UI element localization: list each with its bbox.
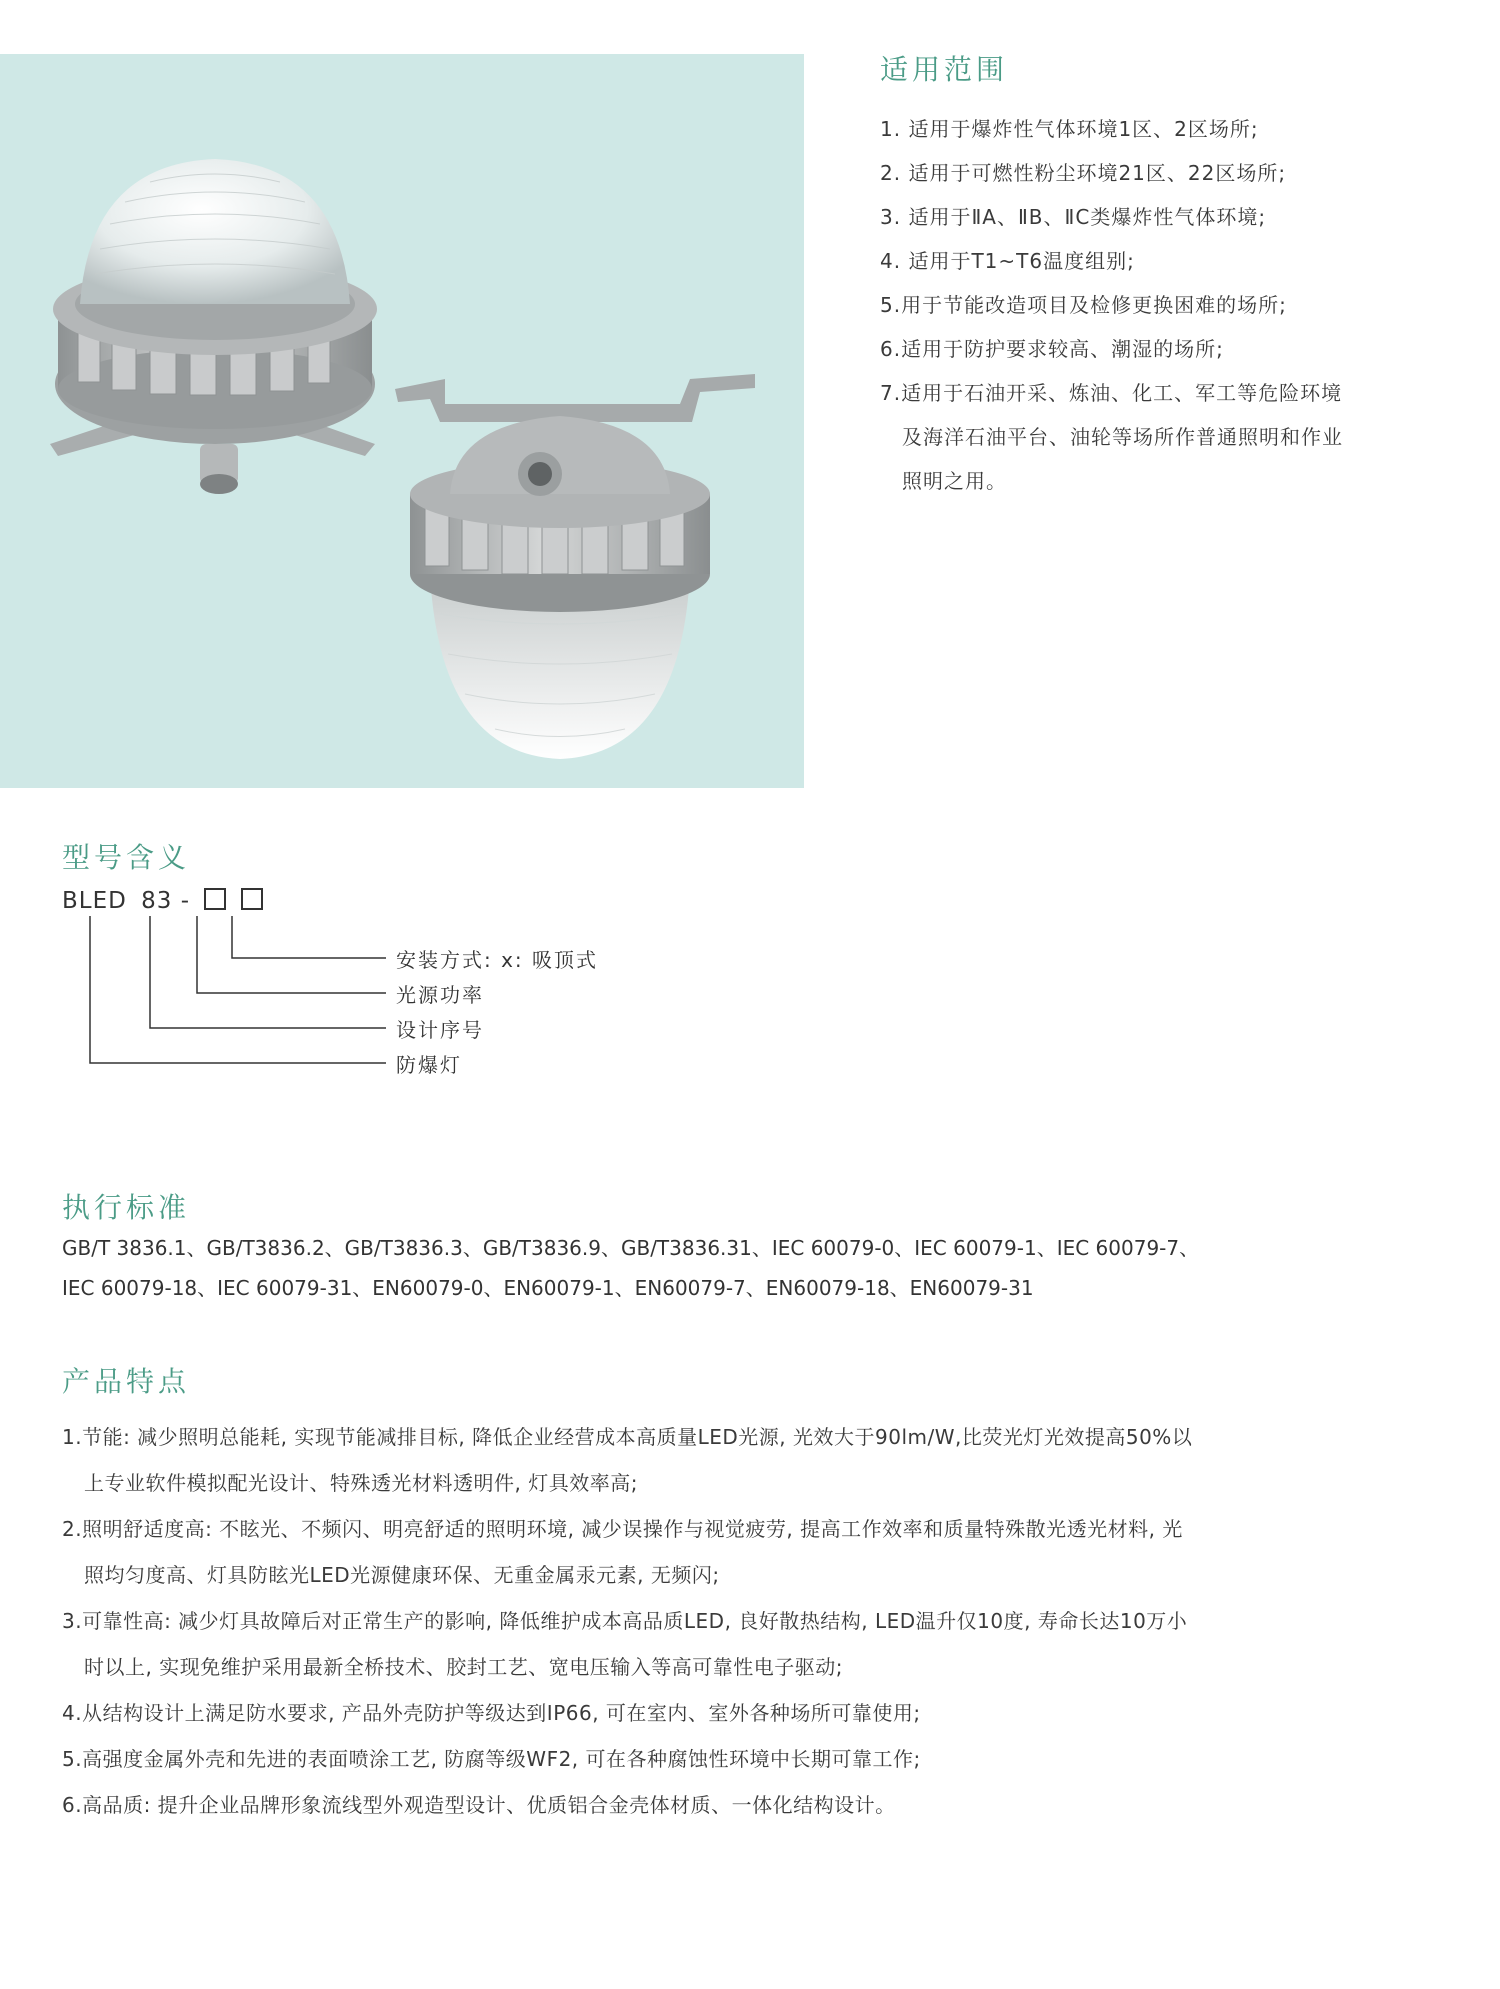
standards-line: GB/T 3836.1、GB/T3836.2、GB/T3836.3、GB/T3836.9、GB/T3836.31、IEC 60079-0、IEC 60079-1、IEC 60079-7、 [62, 1236, 1200, 1260]
feature-item: 6.高品质: 提升企业品牌形象流线型外观造型设计、优质铝合金壳体材质、一体化结构设计。 [62, 1793, 896, 1817]
scope-list [880, 107, 1440, 503]
feature-item: 5.高强度金属外壳和先进的表面喷涂工艺, 防腐等级WF2, 可在各种腐蚀性环境中长期可靠工作; [62, 1747, 921, 1771]
scope-item-continued: 照明之用。 [902, 469, 1007, 493]
scope-item: 5.用于节能改造项目及检修更换困难的场所; [880, 293, 1287, 317]
product-photo-panel [0, 54, 804, 788]
scope-item: 3. 适用于ⅡA、ⅡB、ⅡC类爆炸性气体环境; [880, 205, 1267, 229]
model-code-prefix: BLED [62, 888, 127, 914]
model-code-placeholder-box [204, 888, 226, 910]
scope-item: 4. 适用于T1~T6温度组别; [880, 249, 1135, 273]
model-label-design-no: 设计序号 [396, 1018, 484, 1042]
scope-item-continued: 及海洋石油平台、油轮等场所作普通照明和作业 [902, 425, 1343, 449]
scope-item: 7.适用于石油开采、炼油、化工、军工等危险环境 [880, 381, 1343, 405]
model-heading: 型号含义 [62, 841, 191, 874]
lamp-pendant-illustration [395, 374, 755, 759]
feature-item-continued: 照均匀度高、灯具防眩光LED光源健康环保、无重金属汞元素, 无频闪; [84, 1563, 720, 1587]
scope-item: 2. 适用于可燃性粉尘环境21区、22区场所; [880, 161, 1287, 185]
features-heading: 产品特点 [62, 1365, 191, 1398]
standards-line: IEC 60079-18、IEC 60079-31、EN60079-0、EN60079-1、EN60079-7、EN60079-18、EN60079-31 [62, 1276, 1034, 1300]
feature-item: 4.从结构设计上满足防水要求, 产品外壳防护等级达到IP66, 可在室内、室外各种场所可靠使用; [62, 1701, 921, 1725]
standards-heading: 执行标准 [62, 1191, 191, 1224]
model-label-power: 光源功率 [396, 983, 484, 1007]
model-code [62, 888, 263, 914]
features-list [62, 1414, 1422, 1828]
lamp-upright-illustration [50, 159, 377, 494]
model-code-placeholder-box [241, 888, 263, 910]
feature-item: 1.节能: 减少照明总能耗, 实现节能减排目标, 降低企业经营成本高质量LED光源, 光效大于90lm/W,比荧光灯光效提高50%以 [62, 1425, 1193, 1449]
model-code-number: 83 - [141, 888, 191, 914]
product-photo [0, 54, 804, 788]
standards-text [62, 1228, 1462, 1308]
scope-item: 6.适用于防护要求较高、潮湿的场所; [880, 337, 1224, 361]
feature-item-continued: 上专业软件模拟配光设计、特殊透光材料透明件, 灯具效率高; [84, 1471, 638, 1495]
model-label-explosion-proof: 防爆灯 [396, 1053, 462, 1077]
model-label-mounting: 安装方式: x: 吸顶式 [396, 948, 599, 972]
feature-item-continued: 时以上, 实现免维护采用最新全桥技术、胶封工艺、宽电压输入等高可靠性电子驱动; [84, 1655, 843, 1679]
feature-item: 3.可靠性高: 减少灯具故障后对正常生产的影响, 降低维护成本高品质LED, 良好散热结构, LED温升仅10度, 寿命长达10万小 [62, 1609, 1188, 1633]
scope-item: 1. 适用于爆炸性气体环境1区、2区场所; [880, 117, 1259, 141]
feature-item: 2.照明舒适度高: 不眩光、不频闪、明亮舒适的照明环境, 减少误操作与视觉疲劳, 提高工作效率和质量特殊散光透光材料, 光 [62, 1517, 1183, 1541]
scope-heading: 适用范围 [880, 53, 1009, 86]
